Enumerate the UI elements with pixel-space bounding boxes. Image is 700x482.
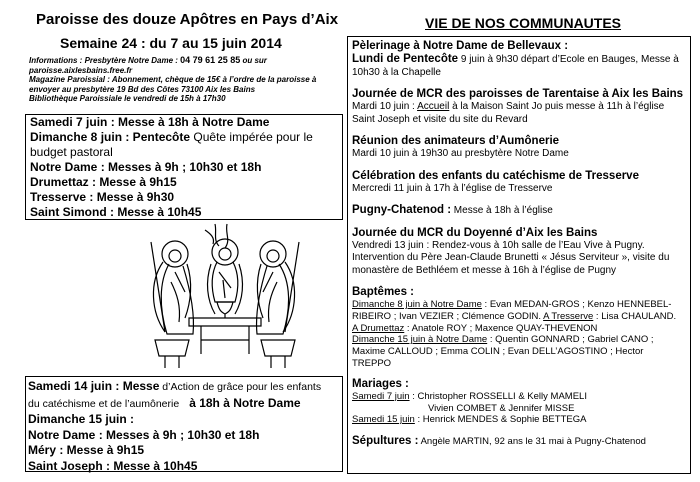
pilgrimage-item: Pèlerinage à Notre Dame de Bellevaux : Lundi de Pentecôte 9 juin à 9h30 départ d’Ecole en Bauges, Messe à 10h30 à la Chapelle [352, 40, 679, 78]
chaplaincy-item: Réunion des animateurs d’Aumônerie Mardi 10 juin à 19h30 au presbytère Notre Dame [352, 135, 569, 159]
website-link[interactable]: paroisse.aixlesbains.free.fr [29, 65, 133, 75]
trinity-icon [145, 222, 305, 372]
masses-week1-text: Samedi 7 juin : Messe à 18h à Notre Dame Dimanche 8 juin : Pentecôte Quête impérée pour le budget pastoral Notre Dame : Messes à 9h ; 10h30 et 18h Drumettaz : Messe à 9h15 Tresserve : Messe à 9h30 Saint Simond : Messe à 10h45 [30, 115, 313, 219]
weddings-section: Mariages : Samedi 7 juin : Christopher ROSSELLI & Kelly MAMELI Vivien COMBET & Jennifer MISSE Samedi 15 juin : Henrick MENDES & Sophie BETTEGA [352, 377, 587, 426]
communities-title: VIE DE NOS COMMUNAUTES [425, 15, 622, 31]
pugny-item: Pugny-Chatenod : Messe à 18h à l’église [352, 204, 553, 216]
catechism-item: Célébration des enfants du catéchisme de Tresserve Mercredi 11 juin à 17h à l’église de Tresserve [352, 169, 639, 194]
info-block: Informations : Presbytère Notre Dame : 04 79 61 25 85 ou sur paroisse.aixlesbains.free.fr Magazine Paroissial : Abonnement, chèque de 15€ à l’ordre de la paroisse à envoyer au presbytère 19 Bd des Côtes 73100 Aix les Bains Bibliothèque Paroissiale le vendredi de 15h à 17h30 [29, 55, 317, 104]
week-subtitle: Semaine 24 : du 7 au 15 juin 2014 [60, 35, 282, 51]
funerals-section: Sépultures : Angèle MARTIN, 92 ans le 31 mai à Pugny-Chatenod [352, 435, 646, 448]
mcr-doyenne-item: Journée du MCR du Doyenné d’Aix les Bains Vendredi 13 juin : Rendez-vous à 10h salle de l’Eau Vive à Pugny. Intervention du Père Jean-Claude Brunetti « Jésus Serviteur », visite du monastère de Bethléem et messe à 16h à l’église de Pugny [352, 226, 670, 276]
masses-week2-text: Samedi 14 juin : Messe d’Action de grâce pour les enfants du catéchisme et de l’aumônerie à 18h à Notre Dame Dimanche 15 juin : Notre Dame : Messes à 9h ; 10h30 et 18h Méry : Messe à 9h15 Saint Joseph : Messe à 10h45 [28, 379, 322, 473]
mcr-tarentaise-item: Journée de MCR des paroisses de Tarentaise à Aix les Bains Mardi 10 juin : Accueil à la Maison Saint Jo puis messe à 11h à l’église Saint Joseph et visite du site du Revard [352, 88, 684, 125]
communities-content [352, 40, 688, 449]
parish-title: Paroisse des douze Apôtres en Pays d’Aix [36, 11, 339, 28]
baptisms-section: Baptêmes : Dimanche 8 juin à Notre Dame : Evan MEDAN-GROS ; Kenzo HENNEBEL- RIBEIRO ; Ivan VEZIER ; Clémence GODIN. A Tresserve : Lisa CHAULAND. A Drumettaz : Anatole ROY ; Maxence QUAY-THEVENON Dimanche 15 juin à Notre Dame : Quentin GONNARD ; Gabriel CANO ; Maxime CALLOUD ; Emma COLIN ; Evan DELL’AGOSTINO ; Hector TREPPO [352, 286, 677, 369]
